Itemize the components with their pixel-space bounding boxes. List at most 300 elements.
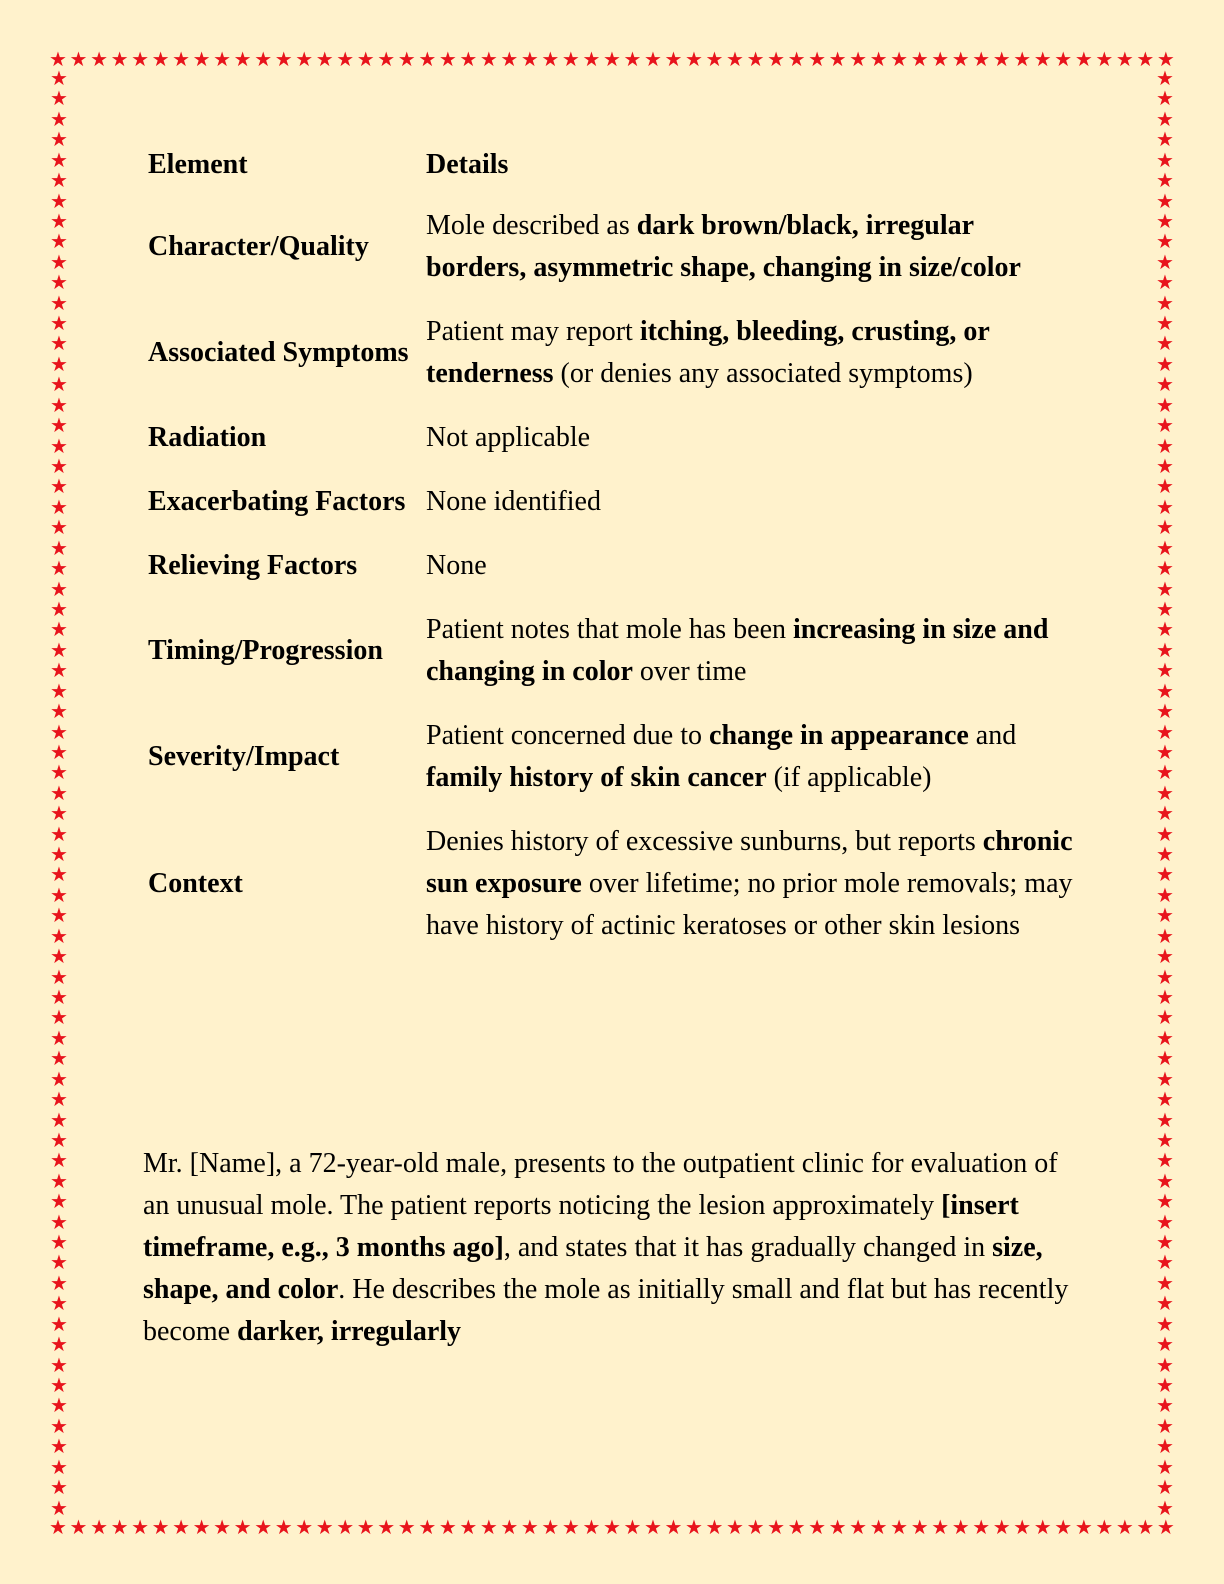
star-icon: ★ <box>1156 658 1174 683</box>
row-details <box>420 810 1082 958</box>
star-icon: ★ <box>664 48 683 70</box>
star-icon: ★ <box>1156 1413 1174 1438</box>
star-icon: ★ <box>808 48 827 70</box>
star-icon: ★ <box>49 48 67 70</box>
star-icon: ★ <box>1156 433 1174 458</box>
star-icon: ★ <box>479 1516 498 1538</box>
text-run: Patient concerned due to <box>426 720 710 751</box>
star-icon: ★ <box>1095 48 1114 70</box>
star-icon: ★ <box>50 188 68 213</box>
star-icon: ★ <box>910 48 929 70</box>
star-icon: ★ <box>1156 1311 1174 1336</box>
star-icon: ★ <box>50 780 68 805</box>
text-run: (if applicable) <box>766 762 932 793</box>
star-icon: ★ <box>110 48 129 70</box>
star-icon: ★ <box>1156 1005 1174 1030</box>
star-icon: ★ <box>869 1516 888 1538</box>
star-icon: ★ <box>890 48 909 70</box>
star-icon: ★ <box>1156 535 1174 560</box>
star-icon: ★ <box>295 1516 314 1538</box>
star-icon: ★ <box>50 1250 68 1275</box>
star-icon: ★ <box>1156 1516 1175 1538</box>
text-run: over time <box>632 656 747 687</box>
star-icon: ★ <box>500 1516 519 1538</box>
star-icon: ★ <box>50 1475 68 1500</box>
star-icon: ★ <box>1156 780 1174 805</box>
star-icon: ★ <box>1156 760 1174 785</box>
star-icon: ★ <box>1156 86 1174 111</box>
text-run: increasing in size and changing in color <box>426 614 1049 687</box>
star-icon: ★ <box>1156 678 1174 703</box>
star-icon: ★ <box>1156 1230 1174 1255</box>
star-icon: ★ <box>1156 68 1174 90</box>
star-icon: ★ <box>50 1087 68 1112</box>
star-icon: ★ <box>1095 1516 1114 1538</box>
star-icon: ★ <box>50 576 68 601</box>
star-icon: ★ <box>1156 1250 1174 1275</box>
row-element: Associated Symptoms <box>148 337 409 368</box>
star-icon: ★ <box>50 964 68 989</box>
star-icon: ★ <box>1156 1434 1174 1459</box>
table-row <box>142 598 1082 704</box>
star-icon: ★ <box>1156 1373 1174 1397</box>
star-icon: ★ <box>1156 1352 1174 1377</box>
star-icon: ★ <box>151 48 170 70</box>
star-icon: ★ <box>1156 270 1174 295</box>
star-icon: ★ <box>50 842 68 867</box>
star-icon: ★ <box>397 1516 416 1538</box>
star-icon: ★ <box>1156 127 1174 152</box>
text-run: Denies history of excessive sunburns, but reports <box>426 826 983 857</box>
star-icon: ★ <box>1156 739 1174 764</box>
row-details <box>420 598 1082 704</box>
star-icon: ★ <box>561 1516 580 1538</box>
star-icon: ★ <box>50 1127 68 1152</box>
star-icon: ★ <box>1136 1516 1155 1538</box>
star-icon: ★ <box>520 48 539 70</box>
star-icon: ★ <box>602 1516 621 1538</box>
star-icon: ★ <box>50 270 68 295</box>
star-border-right <box>1154 68 1176 1518</box>
star-icon: ★ <box>951 48 970 70</box>
star-icon: ★ <box>1156 290 1174 315</box>
star-icon: ★ <box>910 1516 929 1538</box>
star-icon: ★ <box>685 1516 703 1538</box>
star-icon: ★ <box>192 48 211 70</box>
star-icon: ★ <box>50 474 68 499</box>
star-icon: ★ <box>767 1516 786 1538</box>
star-icon: ★ <box>50 168 68 193</box>
star-icon: ★ <box>1156 801 1174 826</box>
text-run: dark brown/black, irregular borders, asymmetric shape, changing in size/color <box>426 210 1021 283</box>
header-details: Details <box>426 149 509 180</box>
star-icon: ★ <box>931 1516 950 1538</box>
row-details <box>420 534 1082 598</box>
star-icon: ★ <box>50 699 68 724</box>
star-icon: ★ <box>1156 944 1174 969</box>
text-run: Patient may report <box>426 316 640 347</box>
star-icon: ★ <box>1156 48 1175 70</box>
star-icon: ★ <box>50 801 68 826</box>
table-row <box>142 194 1082 300</box>
star-icon: ★ <box>50 1270 68 1295</box>
star-icon: ★ <box>705 1516 724 1538</box>
star-icon: ★ <box>50 1413 68 1438</box>
star-icon: ★ <box>459 48 478 70</box>
star-icon: ★ <box>1156 1046 1174 1071</box>
star-icon: ★ <box>1136 48 1155 70</box>
star-icon: ★ <box>1156 229 1174 254</box>
star-icon: ★ <box>726 1516 744 1538</box>
star-icon: ★ <box>992 1516 1011 1538</box>
star-icon: ★ <box>1156 821 1174 846</box>
star-icon: ★ <box>172 1516 191 1538</box>
star-icon: ★ <box>151 1516 170 1538</box>
star-icon: ★ <box>1054 1516 1073 1538</box>
star-icon: ★ <box>972 1516 991 1538</box>
star-icon: ★ <box>1156 719 1174 744</box>
star-icon: ★ <box>787 1516 806 1538</box>
star-icon: ★ <box>705 48 724 70</box>
star-icon: ★ <box>1156 494 1174 519</box>
star-icon: ★ <box>50 1311 68 1336</box>
star-icon: ★ <box>951 1516 970 1538</box>
star-icon: ★ <box>1115 48 1134 70</box>
star-icon: ★ <box>1156 1148 1174 1173</box>
star-icon: ★ <box>1156 1087 1174 1112</box>
table-row <box>142 534 1082 598</box>
star-icon: ★ <box>274 48 293 70</box>
row-details <box>420 300 1082 406</box>
star-icon: ★ <box>50 433 68 458</box>
text-run: None identified <box>426 486 601 517</box>
star-icon: ★ <box>1156 923 1174 948</box>
star-icon: ★ <box>50 454 68 479</box>
star-icon: ★ <box>1156 208 1174 233</box>
star-icon: ★ <box>1156 1270 1174 1295</box>
star-icon: ★ <box>1156 1025 1174 1050</box>
star-icon: ★ <box>50 923 68 948</box>
star-icon: ★ <box>50 1066 68 1091</box>
star-icon: ★ <box>50 944 68 969</box>
row-element: Exacerbating Factors <box>148 486 406 517</box>
star-icon: ★ <box>50 719 68 744</box>
star-icon: ★ <box>233 48 252 70</box>
star-icon: ★ <box>1156 596 1174 621</box>
star-icon: ★ <box>50 903 68 928</box>
text-run: and <box>968 720 1017 751</box>
star-icon: ★ <box>90 48 108 70</box>
row-details <box>420 704 1082 810</box>
star-icon: ★ <box>602 48 621 70</box>
star-icon: ★ <box>50 596 68 621</box>
star-icon: ★ <box>315 48 334 70</box>
star-icon: ★ <box>1156 372 1174 397</box>
star-icon: ★ <box>356 1516 375 1538</box>
row-element: Character/Quality <box>148 231 369 262</box>
star-icon: ★ <box>69 1516 88 1538</box>
star-icon: ★ <box>50 1393 68 1418</box>
table-row <box>142 470 1082 534</box>
star-icon: ★ <box>50 331 68 356</box>
star-icon: ★ <box>726 48 744 70</box>
star-icon: ★ <box>69 48 88 70</box>
table-row <box>142 810 1082 958</box>
text-run: change in appearance <box>709 720 969 751</box>
star-icon: ★ <box>438 1516 457 1538</box>
star-icon: ★ <box>50 1148 68 1173</box>
row-element: Timing/Progression <box>148 635 383 666</box>
star-icon: ★ <box>1156 984 1174 1009</box>
row-details <box>420 406 1082 470</box>
star-icon: ★ <box>479 48 498 70</box>
star-icon: ★ <box>295 48 314 70</box>
star-icon: ★ <box>1156 1495 1174 1518</box>
star-icon: ★ <box>50 1209 68 1234</box>
star-icon: ★ <box>561 48 580 70</box>
row-element: Radiation <box>148 422 267 453</box>
star-icon: ★ <box>274 1516 293 1538</box>
star-icon: ★ <box>1156 147 1174 172</box>
star-icon: ★ <box>50 1434 68 1459</box>
star-icon: ★ <box>50 1291 68 1316</box>
table-row <box>142 406 1082 470</box>
star-icon: ★ <box>356 48 375 70</box>
star-icon: ★ <box>582 1516 601 1538</box>
star-icon: ★ <box>50 1454 68 1479</box>
star-icon: ★ <box>1156 249 1174 274</box>
star-icon: ★ <box>1156 1291 1174 1316</box>
star-icon: ★ <box>50 984 68 1009</box>
star-icon: ★ <box>664 1516 683 1538</box>
star-icon: ★ <box>787 48 806 70</box>
star-icon: ★ <box>418 48 437 70</box>
star-icon: ★ <box>972 48 991 70</box>
header-element: Element <box>148 149 248 180</box>
star-icon: ★ <box>1156 1393 1174 1418</box>
star-icon: ★ <box>541 48 560 70</box>
star-icon: ★ <box>50 351 68 376</box>
star-icon: ★ <box>1156 699 1174 724</box>
star-icon: ★ <box>500 48 519 70</box>
star-icon: ★ <box>1156 1189 1174 1214</box>
star-icon: ★ <box>931 48 950 70</box>
star-icon: ★ <box>1156 351 1174 376</box>
star-icon: ★ <box>50 556 68 581</box>
star-icon: ★ <box>131 1516 150 1538</box>
star-icon: ★ <box>50 1189 68 1214</box>
star-icon: ★ <box>1033 48 1052 70</box>
hpi-table <box>142 140 1082 958</box>
star-icon: ★ <box>828 1516 847 1538</box>
star-icon: ★ <box>1156 1066 1174 1091</box>
star-icon: ★ <box>992 48 1011 70</box>
star-icon: ★ <box>1013 48 1032 70</box>
text-run: (or denies any associated symptoms) <box>553 358 973 389</box>
star-icon: ★ <box>50 882 68 907</box>
text-run: itching, bleeding, crusting, or tenderness <box>426 316 990 389</box>
star-icon: ★ <box>1156 106 1174 131</box>
star-icon: ★ <box>50 1332 68 1357</box>
star-icon: ★ <box>50 862 68 887</box>
star-icon: ★ <box>1156 1475 1174 1500</box>
star-icon: ★ <box>1074 1516 1093 1538</box>
star-icon: ★ <box>685 48 703 70</box>
star-icon: ★ <box>1156 168 1174 193</box>
star-icon: ★ <box>50 229 68 254</box>
star-icon: ★ <box>397 48 416 70</box>
text-run: size, shape, and color <box>143 1232 1043 1305</box>
star-icon: ★ <box>50 68 68 90</box>
star-icon: ★ <box>50 494 68 519</box>
star-icon: ★ <box>50 372 68 397</box>
star-icon: ★ <box>1033 1516 1052 1538</box>
narrative-paragraph <box>143 1143 1078 1353</box>
star-icon: ★ <box>582 48 601 70</box>
row-details <box>420 470 1082 534</box>
star-icon: ★ <box>50 821 68 846</box>
row-element: Severity/Impact <box>148 741 340 772</box>
star-icon: ★ <box>50 637 68 662</box>
star-border-bottom <box>48 1516 1176 1538</box>
star-icon: ★ <box>336 1516 355 1538</box>
table-row <box>142 704 1082 810</box>
star-icon: ★ <box>1156 576 1174 601</box>
star-icon: ★ <box>50 147 68 172</box>
star-icon: ★ <box>418 1516 437 1538</box>
star-icon: ★ <box>50 127 68 152</box>
text-run: Mr. [Name], a 72-year-old male, presents to the outpatient clinic for evaluation of an unusual mole. The patient reports noticing the lesion approximately <box>143 1148 1058 1221</box>
star-icon: ★ <box>213 1516 232 1538</box>
star-icon: ★ <box>49 1516 67 1538</box>
text-run: , and states that it has gradually changed in <box>503 1232 993 1263</box>
star-icon: ★ <box>623 1516 642 1538</box>
star-icon: ★ <box>1156 454 1174 479</box>
star-icon: ★ <box>1156 1332 1174 1357</box>
text-run: [insert timeframe, e.g., 3 months ago] <box>143 1190 1019 1263</box>
star-icon: ★ <box>1156 331 1174 356</box>
star-icon: ★ <box>1156 392 1174 417</box>
row-element: Relieving Factors <box>148 550 358 581</box>
star-icon: ★ <box>1156 474 1174 499</box>
star-icon: ★ <box>50 739 68 764</box>
star-icon: ★ <box>50 1025 68 1050</box>
star-icon: ★ <box>233 1516 252 1538</box>
star-icon: ★ <box>746 1516 765 1538</box>
star-icon: ★ <box>50 1168 68 1193</box>
star-icon: ★ <box>1115 1516 1134 1538</box>
star-icon: ★ <box>1156 188 1174 213</box>
star-icon: ★ <box>1156 1168 1174 1193</box>
row-details <box>420 194 1082 300</box>
star-icon: ★ <box>643 48 662 70</box>
star-icon: ★ <box>520 1516 539 1538</box>
star-icon: ★ <box>1156 311 1174 336</box>
text-run: None <box>426 550 487 581</box>
star-icon: ★ <box>1156 515 1174 540</box>
star-icon: ★ <box>315 1516 334 1538</box>
text-run: . He describes the mole as initially small and flat but has recently become <box>143 1274 1069 1347</box>
text-run: family history of skin cancer <box>426 762 767 793</box>
star-icon: ★ <box>808 1516 827 1538</box>
table-header-row <box>142 140 1082 194</box>
star-icon: ★ <box>1156 637 1174 662</box>
text-run: Mole described as <box>426 210 637 241</box>
star-icon: ★ <box>50 617 68 642</box>
star-border-left <box>48 68 70 1518</box>
star-icon: ★ <box>643 1516 662 1538</box>
star-icon: ★ <box>1013 1516 1032 1538</box>
star-icon: ★ <box>1074 48 1093 70</box>
star-icon: ★ <box>1156 882 1174 907</box>
text-run: darker, irregularly <box>237 1316 462 1347</box>
table-row <box>142 300 1082 406</box>
star-icon: ★ <box>1156 1454 1174 1479</box>
star-icon: ★ <box>50 86 68 111</box>
star-icon: ★ <box>377 1516 396 1538</box>
star-icon: ★ <box>131 48 150 70</box>
star-icon: ★ <box>50 290 68 315</box>
text-run: Not applicable <box>426 422 591 453</box>
star-icon: ★ <box>50 1046 68 1071</box>
star-icon: ★ <box>828 48 847 70</box>
star-icon: ★ <box>1156 862 1174 887</box>
star-icon: ★ <box>50 208 68 233</box>
star-icon: ★ <box>90 1516 108 1538</box>
star-icon: ★ <box>1156 842 1174 867</box>
star-icon: ★ <box>849 1516 868 1538</box>
star-icon: ★ <box>50 249 68 274</box>
star-icon: ★ <box>254 48 273 70</box>
star-icon: ★ <box>459 1516 478 1538</box>
star-icon: ★ <box>50 392 68 417</box>
text-run: chronic sun exposure <box>426 826 1073 899</box>
star-icon: ★ <box>213 48 232 70</box>
star-icon: ★ <box>1156 964 1174 989</box>
star-icon: ★ <box>50 1352 68 1377</box>
star-icon: ★ <box>50 658 68 683</box>
star-icon: ★ <box>50 1230 68 1255</box>
star-icon: ★ <box>50 413 68 438</box>
star-icon: ★ <box>50 1107 68 1132</box>
text-run: Patient notes that mole has been <box>426 614 794 645</box>
star-icon: ★ <box>1156 617 1174 642</box>
star-icon: ★ <box>377 48 396 70</box>
star-icon: ★ <box>50 760 68 785</box>
star-icon: ★ <box>1054 48 1073 70</box>
star-icon: ★ <box>1156 1107 1174 1132</box>
star-icon: ★ <box>623 48 642 70</box>
star-icon: ★ <box>50 1005 68 1030</box>
star-icon: ★ <box>541 1516 560 1538</box>
star-icon: ★ <box>767 48 786 70</box>
star-icon: ★ <box>438 48 457 70</box>
star-icon: ★ <box>1156 1127 1174 1152</box>
star-icon: ★ <box>50 515 68 540</box>
star-icon: ★ <box>50 535 68 560</box>
text-run: over lifetime; no prior mole removals; may have history of actinic keratoses or other skin lesions <box>426 868 1073 941</box>
star-icon: ★ <box>50 311 68 336</box>
star-border-top <box>48 48 1176 70</box>
star-icon: ★ <box>50 1373 68 1397</box>
star-icon: ★ <box>869 48 888 70</box>
star-icon: ★ <box>1156 413 1174 438</box>
star-icon: ★ <box>890 1516 909 1538</box>
star-icon: ★ <box>849 48 868 70</box>
star-icon: ★ <box>192 1516 211 1538</box>
star-icon: ★ <box>746 48 765 70</box>
star-icon: ★ <box>172 48 191 70</box>
